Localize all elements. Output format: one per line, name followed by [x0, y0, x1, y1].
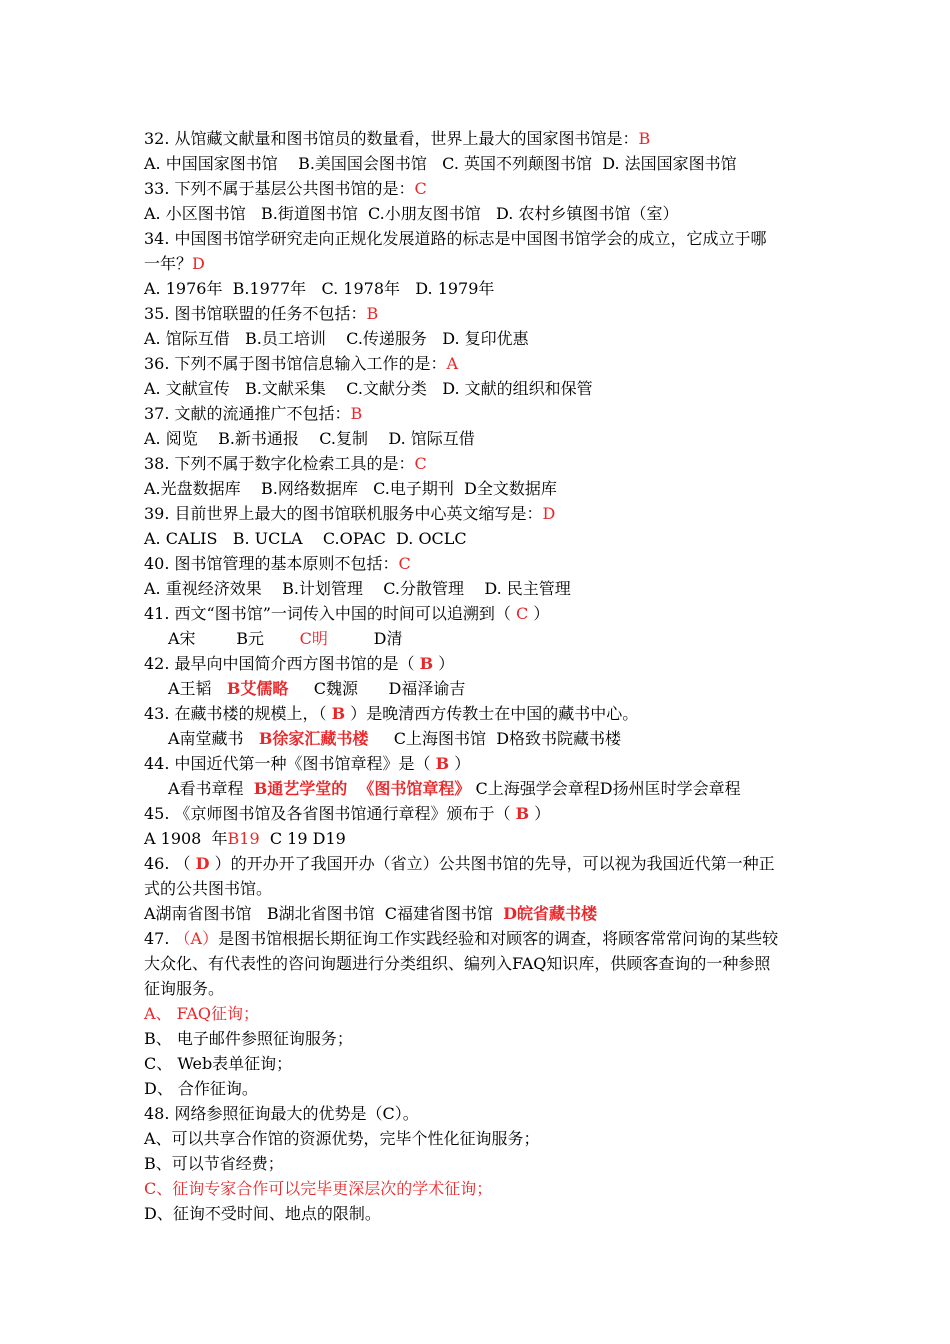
answer-highlight: C、征询专家合作可以完毕更深层次的学术征询；: [144, 1179, 493, 1198]
text-segment: 42. 最早向中国简介西方图书馆的是（: [144, 654, 420, 673]
text-segment: ）: [528, 604, 550, 623]
text-line: [144, 976, 824, 1001]
text-segment: 43. 在藏书楼的规模上，（: [144, 704, 332, 723]
text-line: [144, 501, 824, 526]
text-segment: ）是晚清西方传教士在中国的藏书中心。: [345, 704, 639, 723]
text-segment: ）: [529, 804, 551, 823]
text-line: [144, 1026, 824, 1051]
text-segment: 45. 《京师图书馆及各省图书馆通行章程》颁布于（: [144, 804, 516, 823]
text-segment: A. 中国国家图书馆 B.美国国会图书馆 C. 英国不列颠图书馆 D. 法国国家图书馆: [144, 154, 737, 173]
text-line: [144, 176, 824, 201]
text-line: [144, 326, 824, 351]
text-line: [144, 1151, 824, 1176]
text-segment: 44. 中国近代第一种《图书馆章程》是（: [144, 754, 436, 773]
text-line: [144, 1076, 824, 1101]
text-line: [144, 426, 824, 451]
text-segment: 35. 图书馆联盟的任务不包括：: [144, 304, 367, 323]
answer-highlight: C: [414, 454, 427, 473]
answer-highlight: B: [350, 404, 363, 423]
text-segment: D、征询不受时间、地点的限制。: [144, 1204, 381, 1223]
text-segment: 48. 网络参照征询最大的优势是（C）。: [144, 1104, 419, 1123]
answer-highlight: C: [398, 554, 411, 573]
text-line: [144, 451, 824, 476]
text-segment: 37. 文献的流通推广不包括：: [144, 404, 351, 423]
text-segment: D清: [327, 629, 403, 648]
text-line: [144, 1201, 824, 1226]
text-segment: ）: [449, 754, 471, 773]
text-segment: A南堂藏书: [168, 729, 259, 748]
text-line: [144, 126, 824, 151]
text-line: [144, 851, 824, 876]
text-segment: 41. 西文“图书馆”一词传入中国的时间可以追溯到（: [144, 604, 516, 623]
text-segment: A王韬: [168, 679, 227, 698]
text-line: [144, 376, 824, 401]
document-page: [144, 126, 824, 1226]
text-segment: 征询服务。: [144, 979, 225, 998]
answer-highlight: C: [515, 604, 529, 623]
text-line: [144, 251, 824, 276]
text-segment: 34. 中国图书馆学研究走向正规化发展道路的标志是中国图书馆学会的成立，它成立于哪: [144, 229, 767, 248]
text-line: [144, 626, 824, 651]
text-line: [144, 226, 824, 251]
text-line: [144, 1051, 824, 1076]
text-segment: B、 电子邮件参照征询服务；: [144, 1029, 353, 1048]
text-line: [144, 726, 824, 751]
text-segment: D、 合作征询。: [144, 1079, 258, 1098]
text-segment: 大众化、有代表性的咨问询题进行分类组织、编列入FAQ知识库，供顾客查询的一种参照: [144, 954, 771, 973]
text-line: [144, 701, 824, 726]
text-segment: 36. 下列不属于图书馆信息输入工作的是：: [144, 354, 447, 373]
text-line: [144, 801, 824, 826]
text-segment: ）的开办开了我国开办（省立）公共图书馆的先导，可以视为我国近代第一种正: [209, 854, 775, 873]
text-segment: 47.: [144, 929, 175, 948]
text-segment: C上海强学会章程D扬州匡时学会章程: [470, 779, 741, 798]
text-segment: A看书章程: [168, 779, 254, 798]
text-segment: 46. （: [144, 854, 196, 873]
text-segment: 32. 从馆藏文献量和图书馆员的数量看，世界上最大的国家图书馆是：: [144, 129, 639, 148]
answer-highlight: D: [195, 854, 210, 873]
text-segment: A、可以共享合作馆的资源优势，完毕个性化征询服务；: [144, 1129, 540, 1148]
text-segment: 式的公共图书馆。: [144, 879, 273, 898]
answer-highlight: D: [542, 504, 556, 523]
text-segment: B、可以节省经费；: [144, 1154, 284, 1173]
text-segment: C上海图书馆 D格致书院藏书楼: [368, 729, 622, 748]
answer-highlight: B: [419, 654, 434, 673]
text-line: [144, 1001, 824, 1026]
text-segment: A. 小区图书馆 B.街道图书馆 C.小朋友图书馆 D. 农村乡镇图书馆（室）: [144, 204, 679, 223]
text-line: [144, 951, 824, 976]
text-segment: ）: [433, 654, 455, 673]
text-segment: 是图书馆根据长期征询工作实践经验和对顾客的调查，将顾客常常问询的某些较: [218, 929, 779, 948]
answer-highlight: B: [366, 304, 379, 323]
text-line: [144, 551, 824, 576]
answer-highlight: C明: [299, 629, 328, 648]
answer-highlight: B通艺学堂的 《图书馆章程》: [253, 779, 471, 798]
answer-highlight: D: [192, 254, 205, 273]
text-line: [144, 776, 824, 801]
text-segment: A. 馆际互借 B.员工培训 C.传递服务 D. 复印优惠: [144, 329, 529, 348]
text-segment: A. 1976年 B.1977年 C. 1978年 D. 1979年: [144, 279, 495, 298]
text-segment: A. 重视经济效果 B.计划管理 C.分散管理 D. 民主管理: [144, 579, 571, 598]
text-segment: A. 阅览 B.新书通报 C.复制 D. 馆际互借: [144, 429, 475, 448]
text-segment: A. 文献宣传 B.文献采集 C.文献分类 D. 文献的组织和保管: [144, 379, 593, 398]
answer-highlight: B: [435, 754, 450, 773]
text-segment: 40. 图书馆管理的基本原则不包括：: [144, 554, 399, 573]
text-segment: A. CALIS B. UCLA C.OPAC D. OCLC: [144, 529, 467, 548]
text-segment: A.光盘数据库 B.网络数据库 C.电子期刊 D全文数据库: [144, 479, 557, 498]
text-segment: 一年？: [144, 254, 193, 273]
text-line: [144, 1101, 824, 1126]
text-line: [144, 826, 824, 851]
text-segment: A湖南省图书馆 B湖北省图书馆 C福建省图书馆: [144, 904, 504, 923]
text-segment: A 1908 年: [144, 829, 228, 848]
text-segment: A宋 B元: [168, 629, 300, 648]
text-line: [144, 476, 824, 501]
answer-highlight: （A）: [174, 929, 219, 948]
text-line: [144, 201, 824, 226]
text-line: [144, 276, 824, 301]
answer-highlight: C: [414, 179, 427, 198]
answer-highlight: B: [638, 129, 651, 148]
text-line: [144, 876, 824, 901]
text-line: [144, 351, 824, 376]
text-line: [144, 751, 824, 776]
answer-highlight: D皖省藏书楼: [503, 904, 598, 923]
text-segment: C、 Web表单征询；: [144, 1054, 293, 1073]
answer-highlight: B艾儒略: [226, 679, 289, 698]
answer-highlight: B徐家汇藏书楼: [258, 729, 369, 748]
answer-highlight: A: [446, 354, 459, 373]
text-line: [144, 401, 824, 426]
text-line: [144, 526, 824, 551]
answer-highlight: B: [331, 704, 346, 723]
text-line: [144, 301, 824, 326]
text-line: [144, 601, 824, 626]
text-line: [144, 1176, 824, 1201]
text-segment: 39. 目前世界上最大的图书馆联机服务中心英文缩写是：: [144, 504, 543, 523]
text-line: [144, 576, 824, 601]
text-line: [144, 901, 824, 926]
answer-highlight: B19: [227, 829, 260, 848]
text-line: [144, 926, 824, 951]
text-segment: C 19 D19: [259, 829, 346, 848]
text-segment: C魏源 D福泽谕吉: [288, 679, 466, 698]
text-line: [144, 151, 824, 176]
answer-highlight: A、 FAQ征询；: [144, 1004, 260, 1023]
text-segment: 38. 下列不属于数字化检索工具的是：: [144, 454, 415, 473]
answer-highlight: B: [515, 804, 530, 823]
text-line: [144, 651, 824, 676]
text-segment: 33. 下列不属于基层公共图书馆的是：: [144, 179, 415, 198]
text-line: [144, 676, 824, 701]
text-line: [144, 1126, 824, 1151]
